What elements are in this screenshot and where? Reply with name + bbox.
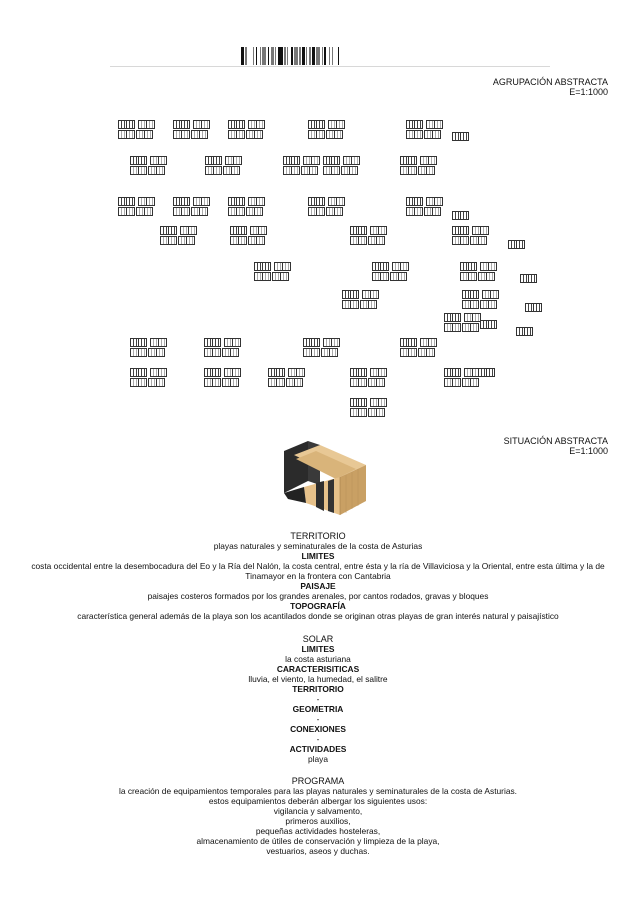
plan-module <box>130 368 147 377</box>
plan-module <box>368 378 385 387</box>
programa-line: primeros auxilios, <box>285 816 351 826</box>
plan-module <box>268 378 285 387</box>
plan-module <box>248 236 265 245</box>
plan-module <box>392 262 409 271</box>
plan-module <box>406 207 423 216</box>
plan-module <box>303 338 320 347</box>
plan-module <box>205 156 222 165</box>
module-render-image <box>280 437 370 519</box>
plan-module <box>508 240 525 249</box>
plan-module <box>350 408 367 417</box>
programa-line: vigilancia y salvamento, <box>273 806 363 816</box>
plan-module <box>205 166 222 175</box>
plan-module <box>424 207 441 216</box>
plan-module <box>160 236 177 245</box>
plan-module <box>368 408 385 417</box>
plan-module <box>204 368 221 377</box>
plan-module <box>370 226 387 235</box>
plan-module <box>452 226 469 235</box>
plan-module <box>118 207 135 216</box>
plan-module <box>342 290 359 299</box>
plan-module <box>478 368 495 377</box>
plan-module <box>472 226 489 235</box>
programa-title: PROGRAMA <box>291 776 345 786</box>
programa-line: almacenamiento de útiles de conservación y limpieza de la playa, <box>196 836 440 846</box>
plan-module <box>173 197 190 206</box>
plan-module <box>480 300 497 309</box>
plan-module <box>452 211 469 220</box>
plan-module <box>268 368 285 377</box>
plan-module <box>368 236 385 245</box>
plan-module <box>328 197 345 206</box>
plan-module <box>462 300 479 309</box>
plan-module <box>228 197 245 206</box>
programa-line: la creación de equipamientos temporales para las playas naturales y seminaturales de la costa de Asturias. <box>118 786 518 796</box>
plan-module <box>444 368 461 377</box>
agrupacion-title: AGRUPACIÓN ABSTRACTA <box>492 77 608 87</box>
situacion-label <box>504 436 608 456</box>
solar-geometria-text: - <box>316 714 320 724</box>
plan-module <box>283 166 300 175</box>
agrupacion-plan <box>0 0 636 440</box>
plan-module <box>341 166 358 175</box>
solar-geometria-label: GEOMETRIA <box>292 704 344 714</box>
plan-module <box>138 197 155 206</box>
plan-module <box>246 130 263 139</box>
plan-module <box>420 156 437 165</box>
plan-module <box>222 348 239 357</box>
plan-module <box>406 130 423 139</box>
plan-module <box>136 207 153 216</box>
plan-module <box>130 378 147 387</box>
plan-module <box>370 398 387 407</box>
territorio-limites-label: LIMITES <box>301 551 335 561</box>
plan-module <box>323 166 340 175</box>
plan-module <box>283 156 300 165</box>
plan-module <box>246 207 263 216</box>
plan-module <box>444 313 461 322</box>
territorio-topografia-text: característica general además de la playa son los acantilados donde se originan otras playas de gran interés natural y paisajístico <box>77 611 559 621</box>
plan-module <box>350 236 367 245</box>
plan-module <box>228 120 245 129</box>
plan-module <box>223 166 240 175</box>
solar-conexiones-text: - <box>316 734 320 744</box>
plan-module <box>138 120 155 129</box>
plan-module <box>254 272 271 281</box>
plan-module <box>303 348 320 357</box>
plan-module <box>160 226 177 235</box>
plan-module <box>288 368 305 377</box>
plan-module <box>362 290 379 299</box>
plan-module <box>406 197 423 206</box>
plan-module <box>426 120 443 129</box>
plan-module <box>480 262 497 271</box>
plan-module <box>342 300 359 309</box>
solar-caracteristicas-label: CARACTERISITICAS <box>276 664 360 674</box>
plan-module <box>286 378 303 387</box>
plan-module <box>480 320 497 329</box>
plan-module <box>224 338 241 347</box>
territorio-paisaje-label: PAISAJE <box>300 581 336 591</box>
situacion-title: SITUACIÓN ABSTRACTA <box>503 436 608 446</box>
plan-module <box>462 323 479 332</box>
plan-module <box>118 120 135 129</box>
plan-module <box>193 197 210 206</box>
solar-limites-label: LIMITES <box>301 644 335 654</box>
plan-module <box>360 300 377 309</box>
programa-line: vestuarios, aseos y duchas. <box>266 846 370 856</box>
plan-module <box>323 156 340 165</box>
plan-module <box>150 338 167 347</box>
plan-module <box>350 398 367 407</box>
plan-module <box>406 120 423 129</box>
plan-module <box>150 156 167 165</box>
plan-module <box>462 378 479 387</box>
plan-module <box>130 348 147 357</box>
plan-module <box>118 130 135 139</box>
solar-conexiones-label: CONEXIONES <box>290 724 346 734</box>
plan-module <box>173 120 190 129</box>
plan-module <box>444 323 461 332</box>
plan-module <box>400 348 417 357</box>
plan-module <box>173 130 190 139</box>
plan-module <box>525 303 542 312</box>
plan-module <box>130 166 147 175</box>
territorio-limites-text: costa occidental entre la desembocadura del Eo y la Ría del Nalón, la costa central, entre ésta y la ría de Villaviciosa y la Oriental, entre esta última y la de Tinamayor en la frontera con Cantabria <box>31 561 605 581</box>
plan-module <box>390 272 407 281</box>
plan-module <box>248 120 265 129</box>
plan-module <box>204 338 221 347</box>
plan-module <box>516 327 533 336</box>
solar-actividades-label: ACTIVIDADES <box>289 744 347 754</box>
plan-module <box>180 226 197 235</box>
plan-module <box>350 226 367 235</box>
plan-module <box>470 236 487 245</box>
solar-limites-text: la costa asturiana <box>285 654 351 664</box>
plan-module <box>230 236 247 245</box>
plan-module <box>478 272 495 281</box>
plan-module <box>464 313 481 322</box>
plan-module <box>204 348 221 357</box>
plan-module <box>228 207 245 216</box>
plan-module <box>418 166 435 175</box>
plan-module <box>308 207 325 216</box>
plan-module <box>150 368 167 377</box>
plan-module <box>118 197 135 206</box>
territorio-paisaje-text: paisajes costeros formados por los grandes arenales, por cantos rodados, gravas y bloques <box>147 591 489 601</box>
plan-module <box>224 368 241 377</box>
plan-module <box>274 262 291 271</box>
plan-module <box>420 338 437 347</box>
plan-module <box>452 236 469 245</box>
solar-territorio-text: - <box>316 694 320 704</box>
plan-module <box>228 130 245 139</box>
plan-module <box>250 226 267 235</box>
plan-module <box>136 130 153 139</box>
plan-module <box>148 348 165 357</box>
plan-module <box>222 378 239 387</box>
plan-module <box>178 236 195 245</box>
plan-module <box>444 378 461 387</box>
solar-section <box>30 634 606 764</box>
solar-caracteristicas-text: lluvia, el viento, la humedad, el salitre <box>248 674 388 684</box>
plan-module <box>193 120 210 129</box>
plan-module <box>230 226 247 235</box>
plan-module <box>452 132 469 141</box>
territorio-title: TERRITORIO <box>290 531 346 541</box>
solar-territorio-label: TERRITORIO <box>292 684 344 694</box>
plan-module <box>191 207 208 216</box>
plan-module <box>204 378 221 387</box>
plan-module <box>350 368 367 377</box>
plan-module <box>462 290 479 299</box>
programa-line: estos equipamientos deberán albergar los siguientes usos: <box>208 796 428 806</box>
plan-module <box>418 348 435 357</box>
plan-module <box>272 272 289 281</box>
plan-module <box>301 166 318 175</box>
programa-line: pequeñas actividades hosteleras, <box>255 826 381 836</box>
plan-module <box>308 197 325 206</box>
plan-module <box>350 378 367 387</box>
solar-title: SOLAR <box>302 634 334 644</box>
programa-section <box>30 776 606 856</box>
plan-module <box>254 262 271 271</box>
plan-module <box>482 290 499 299</box>
plan-module <box>323 338 340 347</box>
territorio-section <box>30 531 606 621</box>
plan-module <box>400 156 417 165</box>
plan-module <box>343 156 360 165</box>
plan-module <box>370 368 387 377</box>
plan-module <box>372 272 389 281</box>
plan-module <box>424 130 441 139</box>
plan-module <box>460 272 477 281</box>
plan-module <box>148 378 165 387</box>
plan-module <box>303 156 320 165</box>
solar-actividades-text: playa <box>307 754 329 764</box>
plan-module <box>520 274 537 283</box>
plan-module <box>148 166 165 175</box>
plan-module <box>225 156 242 165</box>
plan-module <box>308 120 325 129</box>
agrupacion-scale: E=1:1000 <box>569 87 608 97</box>
situacion-scale: E=1:1000 <box>569 446 608 456</box>
plan-module <box>326 130 343 139</box>
plan-module <box>130 338 147 347</box>
plan-module <box>173 207 190 216</box>
plan-module <box>326 207 343 216</box>
plan-module <box>372 262 389 271</box>
territorio-topografia-label: TOPOGRAFÍA <box>290 601 346 611</box>
plan-module <box>191 130 208 139</box>
plan-module <box>400 338 417 347</box>
plan-module <box>400 166 417 175</box>
plan-module <box>328 120 345 129</box>
plan-module <box>130 156 147 165</box>
territorio-subtitle: playas naturales y seminaturales de la costa de Asturias <box>213 541 423 551</box>
plan-module <box>321 348 338 357</box>
plan-module <box>460 262 477 271</box>
plan-module <box>308 130 325 139</box>
plan-module <box>248 197 265 206</box>
plan-module <box>426 197 443 206</box>
